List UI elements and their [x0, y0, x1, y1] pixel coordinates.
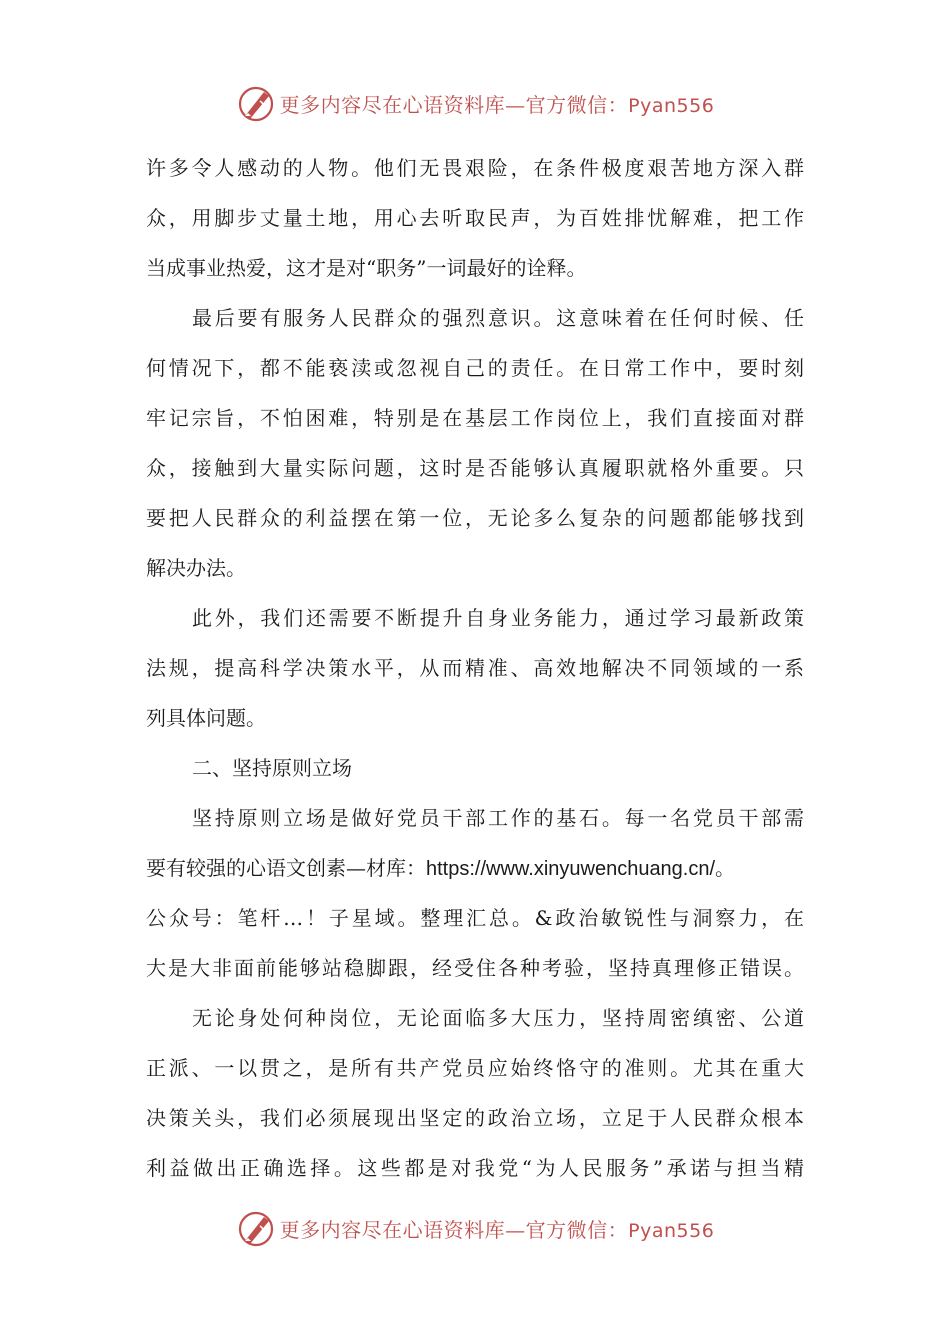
- text-line-5: 何情况下，都不能亵渎或忽视自己的责任。在日常工作中，要时刻: [146, 356, 804, 380]
- text-line-15-end: 。: [715, 856, 736, 880]
- text-line-15-start: 要有较强的心语文创素—材库：: [146, 856, 426, 880]
- text-line-14: 坚持原则立场是做好党员干部工作的基石。每一名党员干部需: [192, 806, 804, 830]
- website-url-link[interactable]: https://www.xinyuwenchuang.cn/: [426, 858, 716, 880]
- document-body: [146, 143, 804, 1193]
- text-line-3: 当成事业热爱，这才是对“职务”一词最好的诠释。: [146, 256, 587, 280]
- text-line-7: 众，接触到大量实际问题，这时是否能够认真履职就格外重要。只: [146, 456, 804, 480]
- text-line-19: 正派、一以贯之，是所有共产党员应始终恪守的准则。尤其在重大: [146, 1056, 804, 1080]
- text-line-17: 大是大非面前能够站稳脚跟，经受住各种考验，坚持真理修正错误。: [146, 956, 804, 980]
- text-line-8: 要把人民群众的利益摆在第一位，无论多么复杂的问题都能够找到: [146, 506, 804, 530]
- text-line-21: 利益做出正确选择。这些都是对我党“为人民服务”承诺与担当精: [146, 1156, 804, 1180]
- text-line-2: 众，用脚步丈量土地，用心去听取民声，为百姓排忧解难，把工作: [146, 206, 804, 230]
- text-line-6: 牢记宗旨，不怕困难，特别是在基层工作岗位上，我们直接面对群: [146, 406, 804, 430]
- text-line-4: 最后要有服务人民群众的强烈意识。这意味着在任何时候、任: [192, 306, 804, 330]
- header-banner: [0, 78, 950, 128]
- text-line-11: 法规，提高科学决策水平，从而精准、高效地解决不同领域的一系: [146, 656, 804, 680]
- text-line-18: 无论身处何种岗位，无论面临多大压力，坚持周密缜密、公道: [192, 1006, 804, 1030]
- footer-banner-text: [280, 1214, 715, 1243]
- text-line-1: 许多令人感动的人物。他们无畏艰险，在条件极度艰苦地方深入群: [146, 156, 804, 180]
- section-heading: 二、坚持原则立场: [192, 756, 352, 780]
- header-banner-text: [280, 89, 715, 118]
- header-banner-content: [236, 83, 715, 123]
- pen-logo-icon: [236, 83, 276, 123]
- footer-banner-label: 更多内容尽在心语资料库—官方微信：: [279, 1217, 629, 1242]
- text-line-15: [146, 843, 804, 893]
- footer-banner-content: [236, 1208, 715, 1248]
- header-banner-label: 更多内容尽在心语资料库—官方微信：: [279, 92, 629, 117]
- footer-banner: [0, 1203, 950, 1253]
- text-line-9: 解决办法。: [146, 556, 246, 580]
- text-line-10: 此外，我们还需要不断提升自身业务能力，通过学习最新政策: [192, 606, 804, 630]
- text-line-20: 决策关头，我们必须展现出坚定的政治立场，立足于人民群众根本: [146, 1106, 804, 1130]
- text-line-12: 列具体问题。: [146, 706, 266, 730]
- text-line-16: 公众号：笔杆…！子星域。整理汇总。&政治敏锐性与洞察力，在: [146, 906, 804, 930]
- footer-banner-id: Pyan556: [628, 1219, 715, 1242]
- header-banner-id: Pyan556: [628, 94, 715, 117]
- pen-logo-icon: [236, 1208, 276, 1248]
